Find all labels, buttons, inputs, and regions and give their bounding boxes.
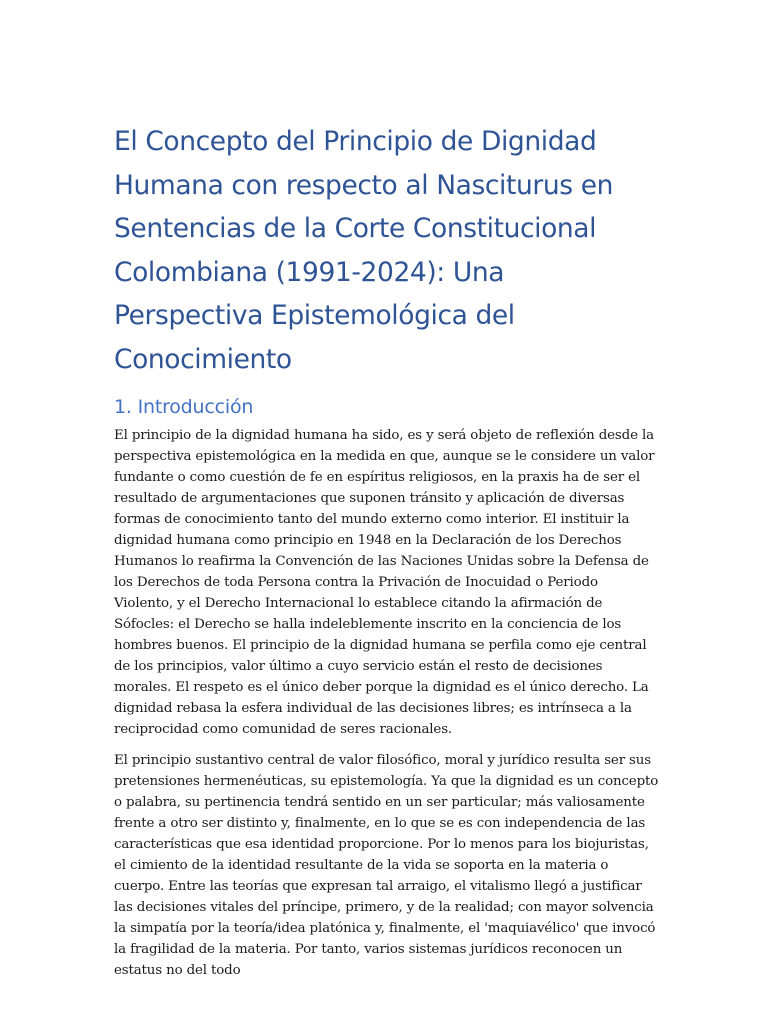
document-title: El Concepto del Principio de Dignidad Humana con respecto al Nasciturus en Sentencias de la Corte Constitucional Colombiana (1991-2024): Una Perspectiva Epistemológica del Conocimiento xyxy=(114,126,614,375)
document-page xyxy=(114,120,659,991)
paragraph: El principio de la dignidad humana ha sido, es y será objeto de reflexión desde la perspectiva epistemológica en la medida en que, aunque se le considere un valor fundante o como cuestión de fe en espíritus religiosos, en la praxis ha de ser el resultado de argumentaciones que suponen tránsito y aplicación de diversas formas de conocimiento tanto del mundo externo como interior. El instituir la dignidad humana como principio en 1948 en la Declaración de los Derechos Humanos lo reafirma la Convención de las Naciones Unidas sobre la Defensa de los Derechos de toda Persona contra la Privación de Inocuidad o Periodo Violento, y el Derecho Internacional lo establece citando la afirmación de Sófocles: el Derecho se halla indeleblemente inscrito en la conciencia de los hombres buenos. El principio de la dignidad humana se perfila como eje central de los principios, valor último a cuyo servicio están el resto de decisiones morales. El respeto es el único deber porque la dignidad es el único derecho. La dignidad rebasa la esfera individual de las decisiones libres; es intrínseca a la reciprocidad como comunidad de seres racionales. xyxy=(114,428,655,737)
section-heading-introduccion: 1. Introducción xyxy=(114,396,254,418)
paragraph: El principio sustantivo central de valor filosófico, moral y jurídico resulta ser sus pretensiones hermenéuticas, su epistemología. Ya que la dignidad es un concepto o palabra, su pertinencia tendrá sentido en un ser particular; más valiosamente frente a otro ser distinto y, finalmente, en lo que se es con independencia de las características que esa identidad proporcione. Por lo menos para los biojuristas, el cimiento de la identidad resultante de la vida se soporta en la materia o cuerpo. Entre las teorías que expresan tal arraigo, el vitalismo llegó a justificar las decisiones vitales del príncipe, primero, y de la realidad; con mayor solvencia la simpatía por la teoría/idea platónica y, finalmente, el 'maquiavélico' que invocó la fragilidad de la materia. Por tanto, varios sistemas jurídicos reconocen un estatus no del todo xyxy=(114,753,659,978)
